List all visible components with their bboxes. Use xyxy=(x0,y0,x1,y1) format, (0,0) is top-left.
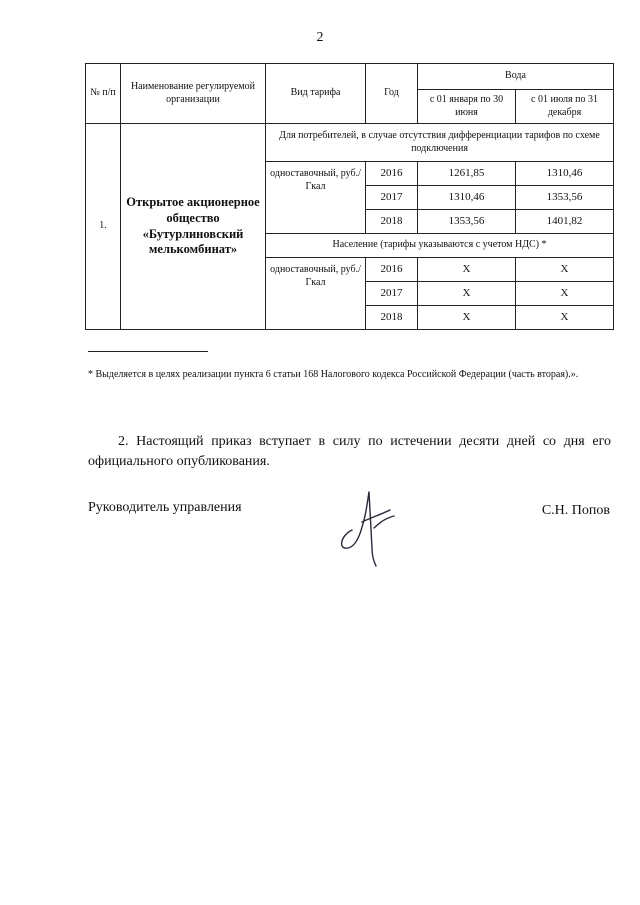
value-cell: X xyxy=(418,258,516,282)
value-cell: 1310,46 xyxy=(516,162,614,186)
section2-tariff: одноставочный, руб./Гкал xyxy=(266,258,366,330)
header-year: Год xyxy=(366,64,418,124)
order-paragraph: 2. Настоящий приказ вступает в силу по истечении десяти дней со дня его официального опубликования. xyxy=(88,434,611,470)
value-cell: X xyxy=(516,258,614,282)
value-cell: 1310,46 xyxy=(418,186,516,210)
year-cell: 2016 xyxy=(366,162,418,186)
footnote: * Выделяется в целях реализации пункта 6 статьи 168 Налогового кодекса Российской Федерации (часть вторая).». xyxy=(88,369,579,380)
handwritten-signature xyxy=(332,488,402,568)
header-period1: с 01 января по 30 июня xyxy=(418,90,516,124)
value-cell: X xyxy=(418,282,516,306)
row-num: 1. xyxy=(86,124,121,330)
header-water: Вода xyxy=(418,64,614,90)
header-num: № п/п xyxy=(86,64,121,124)
footnote-divider xyxy=(88,351,208,352)
section2-title: Население (тарифы указываются с учетом НДС) * xyxy=(266,234,614,258)
year-cell: 2018 xyxy=(366,306,418,330)
value-cell: X xyxy=(418,306,516,330)
header-tariff-type: Вид тарифа xyxy=(266,64,366,124)
year-cell: 2017 xyxy=(366,186,418,210)
page-number: 2 xyxy=(316,30,324,45)
year-cell: 2018 xyxy=(366,210,418,234)
section1-tariff: одноставочный, руб./Гкал xyxy=(266,162,366,234)
signatory-name: С.Н. Попов xyxy=(541,503,610,518)
year-cell: 2016 xyxy=(366,258,418,282)
value-cell: 1401,82 xyxy=(516,210,614,234)
header-period2: с 01 июля по 31 декабря xyxy=(516,90,614,124)
value-cell: 1353,56 xyxy=(516,186,614,210)
section1-title: Для потребителей, в случае отсутствия дифференциации тарифов по схеме подключения xyxy=(266,124,614,162)
org-name: Открытое акционерное общество «Бутурлиновский мелькомбинат» xyxy=(121,124,266,330)
header-org: Наименование регулируемой организации xyxy=(121,64,266,124)
value-cell: X xyxy=(516,282,614,306)
value-cell: 1353,56 xyxy=(418,210,516,234)
value-cell: 1261,85 xyxy=(418,162,516,186)
tariff-table xyxy=(85,63,614,330)
value-cell: X xyxy=(516,306,614,330)
signatory-role: Руководитель управления xyxy=(88,500,242,515)
year-cell: 2017 xyxy=(366,282,418,306)
